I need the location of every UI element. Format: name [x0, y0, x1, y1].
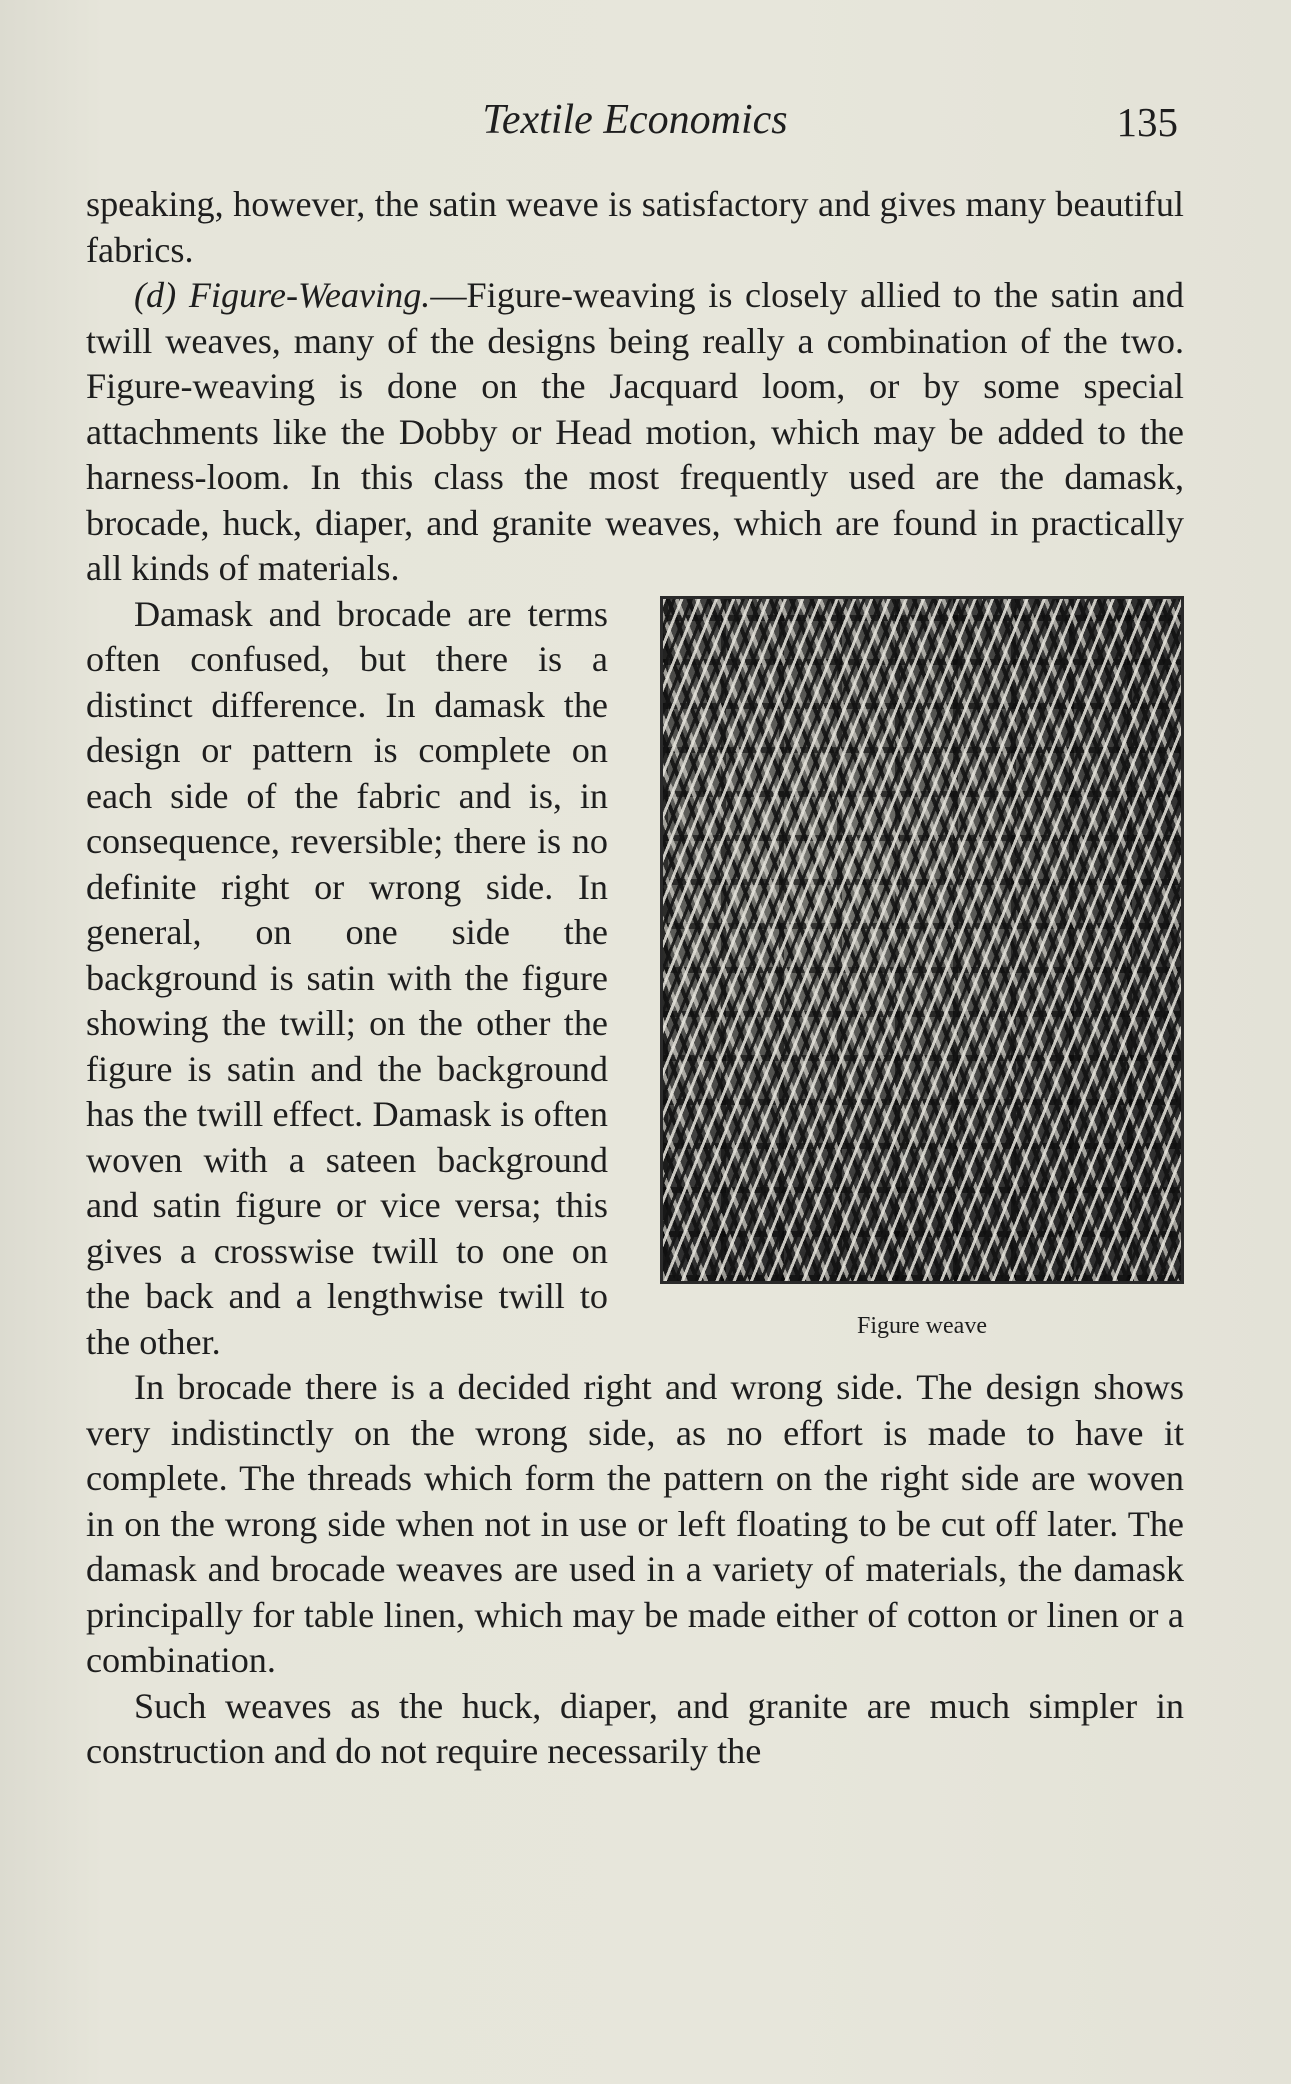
page-number: 135 — [1116, 99, 1178, 145]
paragraph-text: —Figure-weaving is closely allied to the satin and twill weaves, many of the designs being really a combination of the two. Figure-weaving is done on the Jacquard loom, or by some special attachments like the Dobby or Head motion, which may be added to the harness-loom. In this class the most frequently used are the damask, brocade, huck, diaper, and granite weaves, which are found in practically all kinds of materials. — [86, 275, 1184, 588]
paragraph-brocade: In brocade there is a decided right and wrong side. The design shows very indistinctly on the wrong side, as no effort is made to have it complete. The threads which form the pattern on the right side are woven in on the wrong side when not in use or left floating to be cut off later. The damask and brocade weaves are used in a variety of materials, the damask principally for table linen, which may be made either of cotton or linen or a combination. — [86, 1367, 1184, 1680]
page-header — [86, 96, 1184, 150]
figure-weave-image — [660, 596, 1184, 1284]
figure — [660, 596, 1184, 1362]
paragraph-continuation: speaking, however, the satin weave is satisfactory and gives many beautiful fabrics. — [86, 184, 1184, 270]
paragraph-huck: Such weaves as the huck, diaper, and granite are much simpler in construction and do not require necessarily the — [86, 1685, 1184, 1771]
figure-caption: Figure weave — [857, 1312, 987, 1339]
page-body — [86, 182, 1184, 1775]
section-heading: (d) Figure-Weaving. — [134, 275, 431, 315]
paragraph-figure-weaving — [86, 273, 1184, 592]
running-title: Textile Economics — [482, 97, 788, 143]
paragraph-damask: Damask and brocade are terms often confused, but there is a distinct difference. In damask the design or pattern is complete on each side of the fabric and is, in consequence, reversible; there is no definite right or wrong side. In general, on one side the background is satin with the figure showing the twill; on the other the figure is satin and the background has the twill effect. Damask is often woven with a sateen background and satin figure or vice versa; this gives a crosswise twill to one on the back and a lengthwise twill to the other. — [86, 593, 608, 1362]
